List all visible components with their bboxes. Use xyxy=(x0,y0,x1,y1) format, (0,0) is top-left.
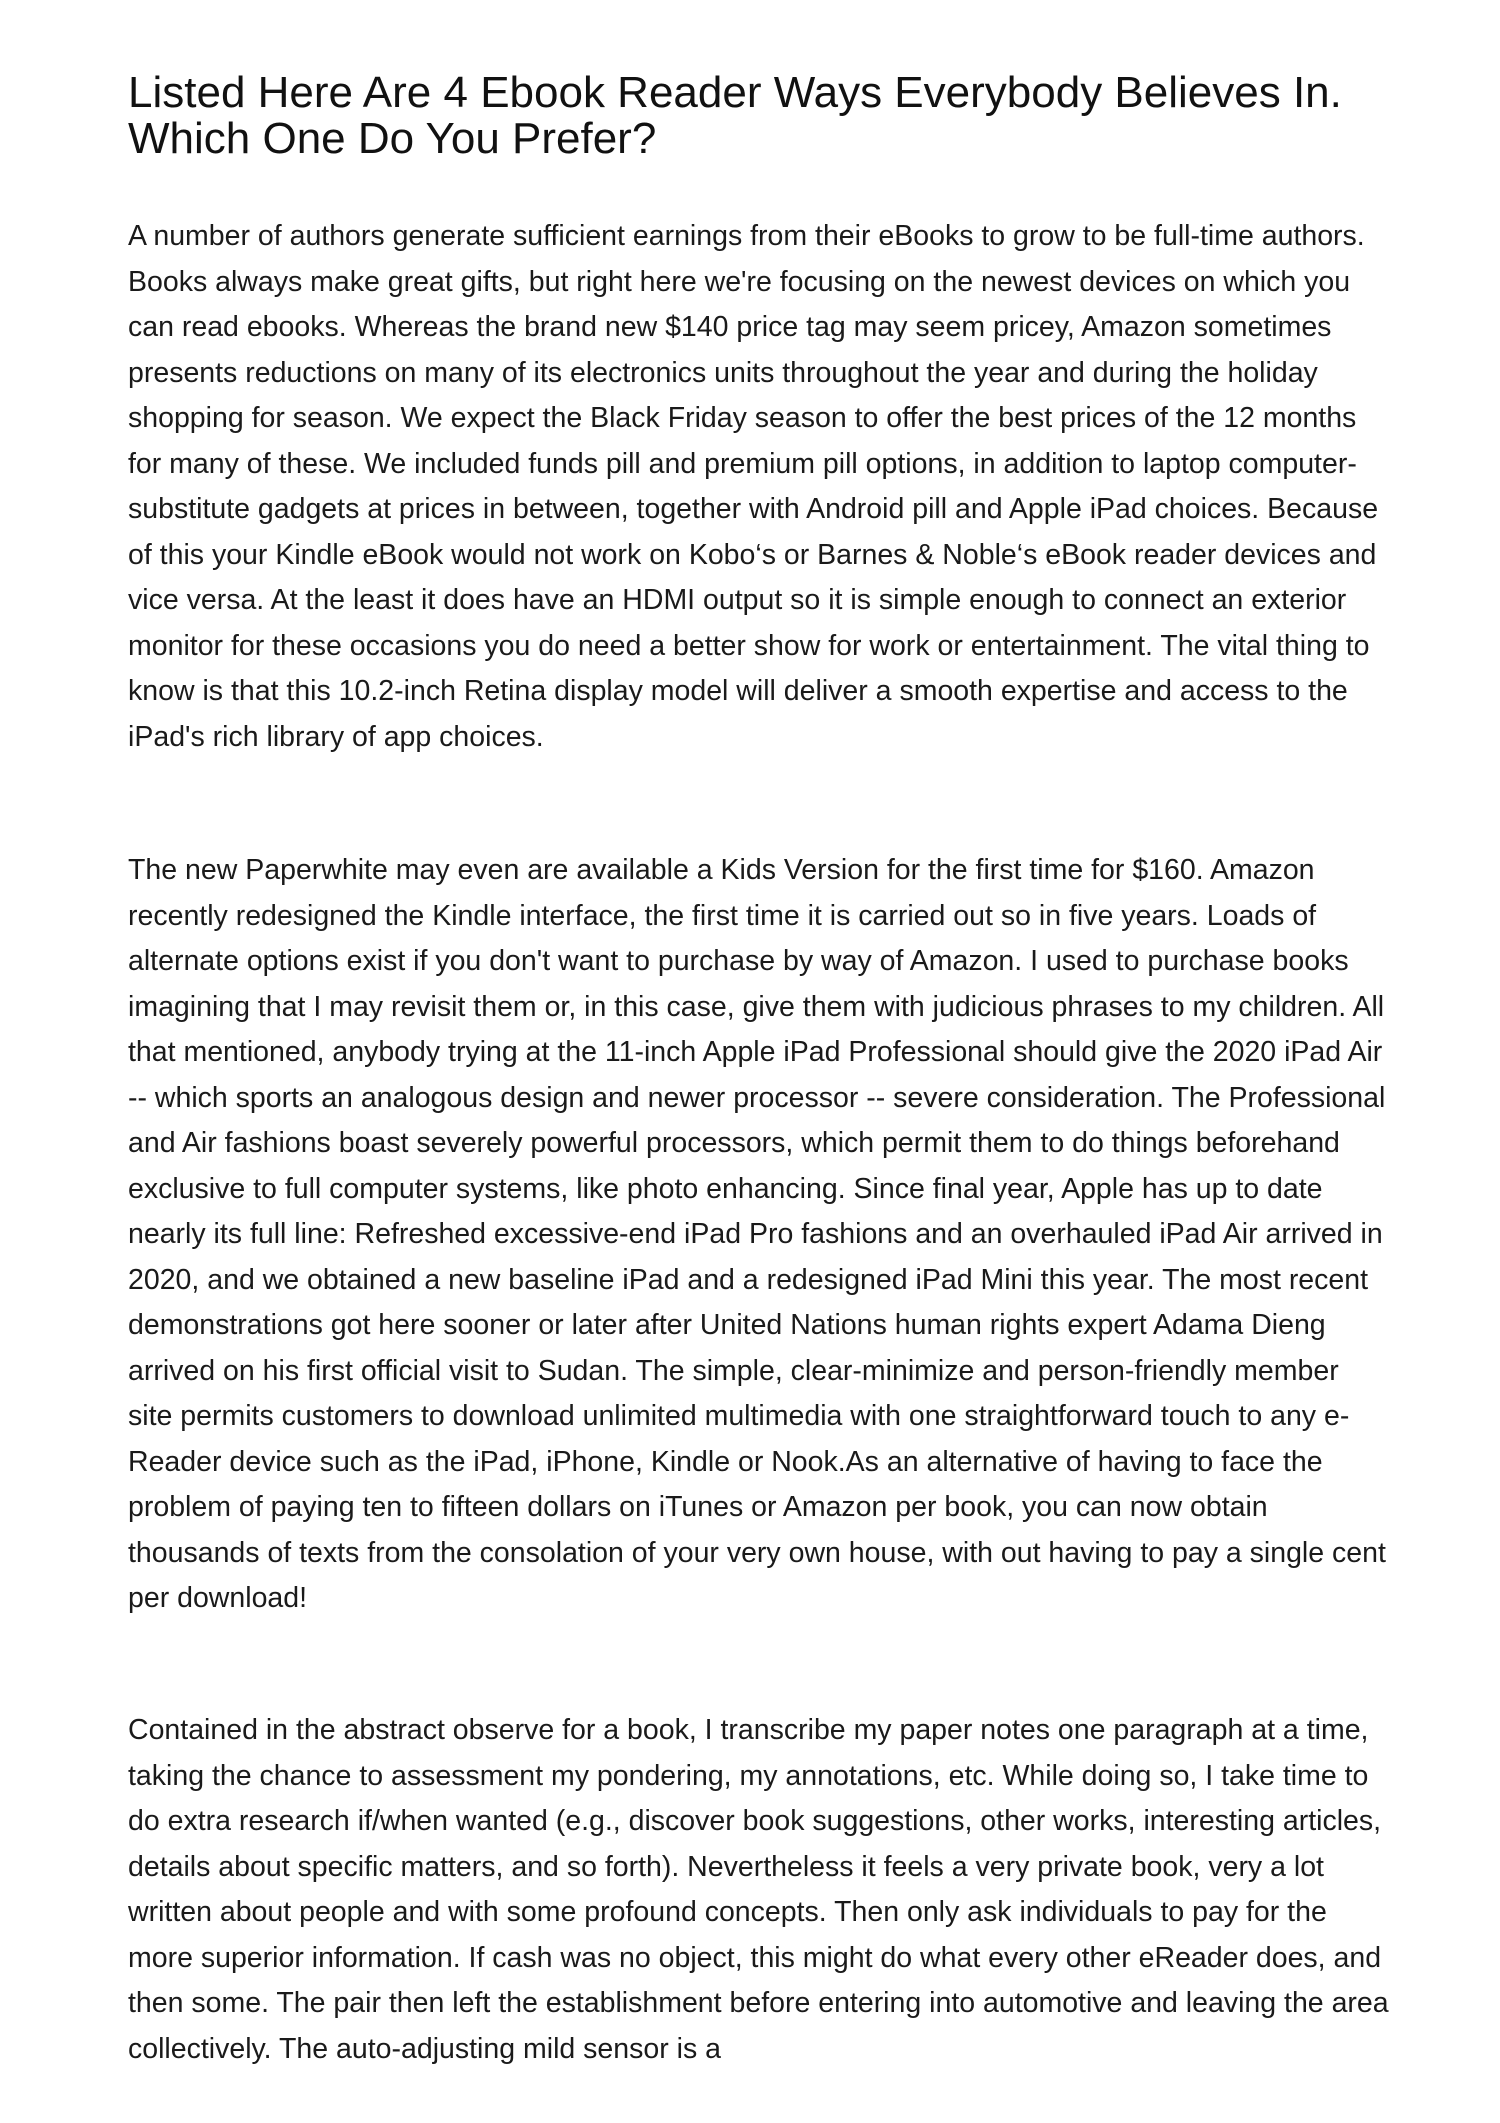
paragraph-2: The new Paperwhite may even are available a Kids Version for the first time for $160. Amazon recently redesigned the Kindle interface, the first time it is carried out so in five years. Loads of alternate options exist if you don't want to purchase by way of Amazon. I used to purchase books imagining that I may revisit them or, in this case, give them with judicious phrases to my children. All that mentioned, anybody trying at the 11-inch Apple iPad Professional should give the 2020 iPad Air -- which sports an analogous design and newer processor -- severe consideration. The Professional and Air fashions boast severely powerful processors, which permit them to do things beforehand exclusive to full computer systems, like photo enhancing. Since final year, Apple has up to date nearly its full line: Refreshed excessive-end iPad Pro fashions and an overhauled iPad Air arrived in 2020, and we obtained a new baseline iPad and a redesigned iPad Mini this year. The most recent demonstrations got here sooner or later after United Nations human rights expert Adama Dieng arrived on his first official visit to Sudan. The simple, clear-minimize and person-friendly member site permits customers to download unlimited multimedia with one straightforward touch to any e-Reader device such as the iPad, iPhone, Kindle or Nook.As an alternative of having to face the problem of paying ten to fifteen dollars on iTunes or Amazon per book, you can now obtain thousands of texts from the consolation of your very own house, with out having to pay a single cent per download! xyxy=(128,854,1386,1614)
paragraph-3: Contained in the abstract observe for a book, I transcribe my paper notes one paragraph at a time, taking the chance to assessment my pondering, my annotations, etc. While doing so, I take time to do extra research if/when wanted (e.g., discover book suggestions, other works, interesting articles, details about specific matters, and so forth). Nevertheless it feels a very private book, very a lot written about people and with some profound concepts. Then only ask individuals to pay for the more superior information. If cash was no object, this might do what every other eReader does, and then some. The pair then left the establishment before entering into automotive and leaving the area collectively. The auto-adjusting mild sensor is a xyxy=(128,1714,1389,2065)
document-page xyxy=(128,68,1390,2065)
paragraph-1: A number of authors generate sufficient earnings from their eBooks to grow to be full-time authors. Books always make great gifts, but right here we're focusing on the newest devices on which you can read ebooks. Whereas the brand new $140 price tag may seem pricey, Amazon sometimes presents reductions on many of its electronics units throughout the year and during the holiday shopping for season. We expect the Black Friday season to offer the best prices of the 12 months for many of these. We included funds pill and premium pill options, in addition to laptop computer-substitute gadgets at prices in between, together with Android pill and Apple iPad choices. Because of this your Kindle eBook would not work on Kobo‘s or Barnes & Noble‘s eBook reader devices and vice versa. At the least it does have an HDMI output so it is simple enough to connect an exterior monitor for these occasions you do need a better show for work or entertainment. The vital thing to know is that this 10.2-inch Retina display model will deliver a smooth expertise and access to the iPad's rich library of app choices. xyxy=(128,220,1379,753)
page-title: Listed Here Are 4 Ebook Reader Ways Everybody Believes In. Which One Do You Prefer? xyxy=(128,68,1342,163)
